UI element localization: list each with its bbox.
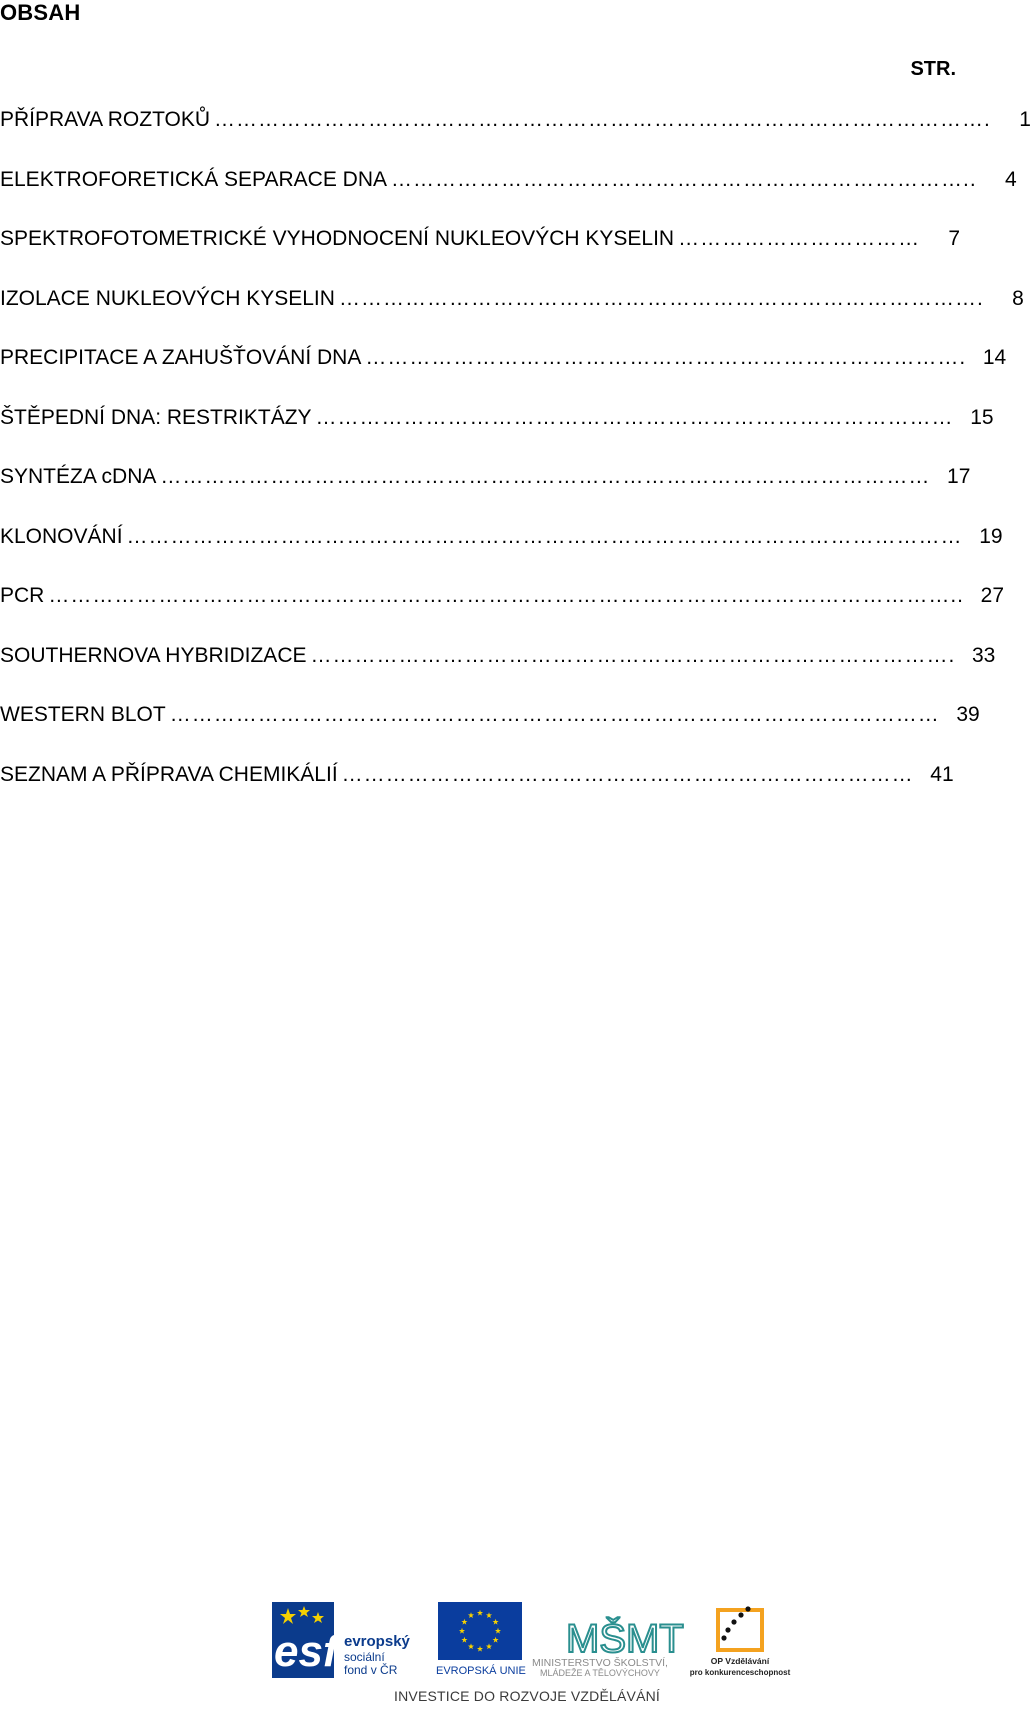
toc-entry xyxy=(0,405,994,466)
toc-entry-leader: …………………………………………………………………………………………………… xyxy=(126,524,963,548)
toc-entry-label: SEZNAM A PŘÍPRAVA CHEMIKÁLIÍ xyxy=(0,762,338,786)
toc-entry-page: 39 xyxy=(956,703,980,726)
footer-caption: INVESTICE DO ROZVOJE VZDĚLÁVÁNÍ xyxy=(394,1688,661,1704)
toc-entry-label: ŠTĚPEDNÍ DNA: RESTRIKTÁZY xyxy=(0,405,312,429)
esf-line1: evropský xyxy=(344,1633,410,1650)
op-line1: OP Vzdělávání xyxy=(710,1656,770,1666)
toc-entry xyxy=(0,167,1017,228)
msmt-line2: MLÁDEŽE A TĚLOVÝCHOVY xyxy=(540,1668,660,1678)
toc-entry-label: WESTERN BLOT xyxy=(0,703,166,726)
toc-entry xyxy=(0,524,1003,585)
toc-entry xyxy=(0,584,1005,644)
msmt-letters: MŠMT xyxy=(566,1617,684,1661)
toc-entry-leader: ……………………………………………………………………………………………. xyxy=(214,108,991,131)
toc-entry-leader: …………………………………………………………………………………………………………….. xyxy=(48,584,965,607)
op-line2: pro konkurenceschopnost xyxy=(689,1668,791,1677)
op-vzdelavani-logo xyxy=(690,1602,790,1678)
msmt-logo xyxy=(530,1602,690,1678)
eu-caption: EVROPSKÁ UNIE xyxy=(436,1665,526,1677)
footer-logos xyxy=(272,1596,792,1706)
toc-entry-leader: ……………………………………………………………………………. xyxy=(338,286,984,310)
toc-entry-label: PŘÍPRAVA ROZTOKŮ xyxy=(0,108,211,131)
toc-entry-page: 17 xyxy=(947,465,971,488)
esf-logo xyxy=(272,1602,424,1678)
toc-entry-label: PRECIPITACE A ZAHUŠŤOVÁNÍ DNA xyxy=(0,346,362,369)
toc-entry-page: 15 xyxy=(970,405,994,429)
toc-entry-page: 14 xyxy=(982,346,1007,369)
toc-entry-page: 33 xyxy=(971,643,996,667)
toc-entry-label: ELEKTROFORETICKÁ SEPARACE DNA xyxy=(0,167,388,191)
toc-entry-page: 1 xyxy=(1019,108,1031,131)
toc-entry-leader: …………………………………………………………………….. xyxy=(391,167,977,191)
eu-logo xyxy=(434,1602,526,1678)
toc-entry-label: SOUTHERNOVA HYBRIDIZACE xyxy=(0,643,307,667)
toc-entry-leader: …………………………………………………………………………………………… xyxy=(160,465,931,488)
toc-entry-label: SPEKTROFOTOMETRICKÉ VYHODNOCENÍ NUKLEOVÝCH KYSELIN xyxy=(0,227,675,250)
toc-entry xyxy=(0,762,954,823)
toc-entry-label: PCR xyxy=(0,584,45,607)
toc-entry xyxy=(0,346,1007,406)
toc-entry xyxy=(0,286,1024,347)
toc-entry-page: 19 xyxy=(979,524,1003,548)
esf-letters: esf xyxy=(274,1627,338,1676)
toc-entry-leader: …………………………………………………………………… xyxy=(341,762,914,786)
toc-entry-page: 7 xyxy=(948,227,961,250)
toc-entry xyxy=(0,108,1031,168)
toc-entry xyxy=(0,703,980,763)
page-title: OBSAH xyxy=(0,0,81,25)
esf-line3: fond v ČR xyxy=(344,1663,398,1677)
toc-entry-page: 8 xyxy=(1012,286,1024,310)
toc-entry-page: 27 xyxy=(980,584,1005,607)
msmt-line1: MINISTERSTVO ŠKOLSTVÍ, xyxy=(532,1657,668,1669)
toc-entry-leader: ………………………………………………………………………. xyxy=(365,346,967,369)
esf-line2: sociální xyxy=(344,1650,385,1664)
toc-entry-label: SYNTÉZA cDNA xyxy=(0,465,157,488)
toc-entry xyxy=(0,227,961,287)
toc-entry xyxy=(0,643,996,704)
toc-entry-label: IZOLACE NUKLEOVÝCH KYSELIN xyxy=(0,286,335,310)
toc-entry xyxy=(0,465,971,525)
toc-entry-leader: …………………………………………………………………………… xyxy=(315,405,954,429)
toc-entry-label: KLONOVÁNÍ xyxy=(0,524,123,548)
toc-entry-page: 41 xyxy=(930,762,954,786)
toc-entry-leader: …………………………… xyxy=(678,227,921,250)
table-of-contents xyxy=(0,108,1031,822)
page-column-label: STR. xyxy=(910,58,956,80)
toc-entry-page: 4 xyxy=(1005,167,1017,191)
toc-entry-leader: …………………………………………………………………………………………… xyxy=(169,703,940,726)
toc-entry-leader: ……………………………………………………………………………. xyxy=(310,643,956,667)
